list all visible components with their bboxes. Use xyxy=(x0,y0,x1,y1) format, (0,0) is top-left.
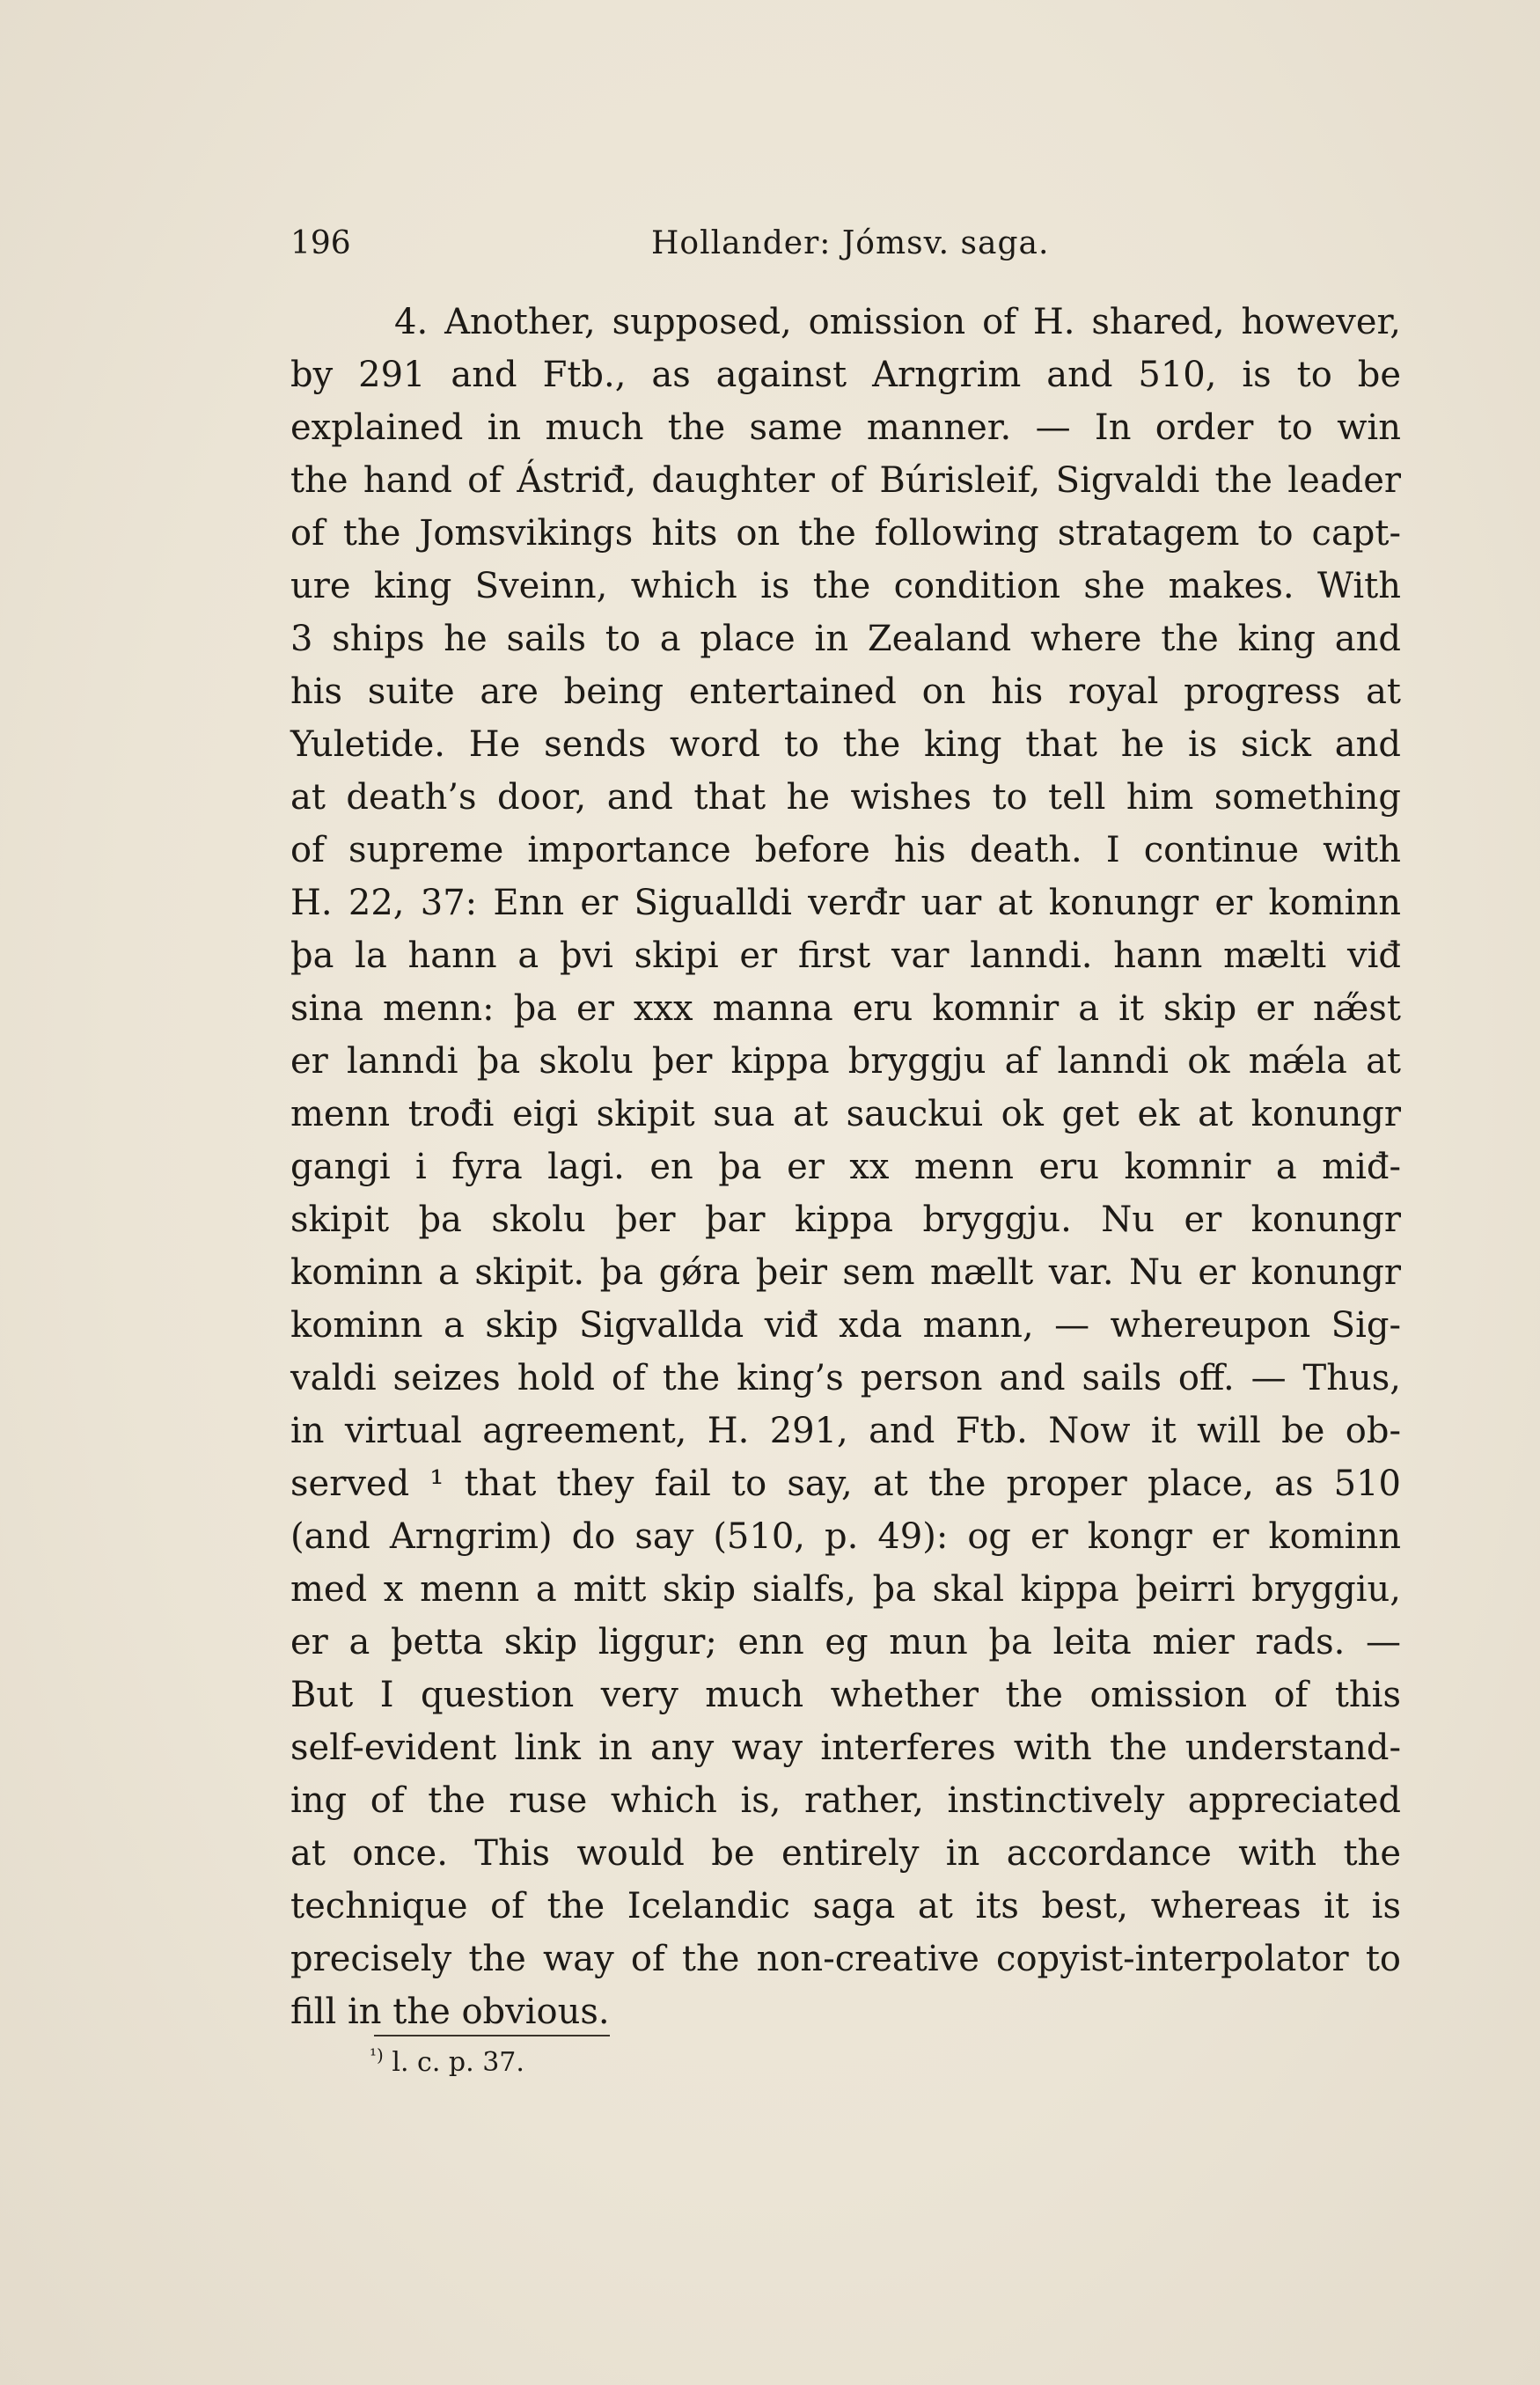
text-line: served ¹ that they fail to say, at the proper place, as 510 xyxy=(290,1464,1401,1504)
text-line: skipit þa skolu þer þar kippa bryggju. Nu er konungr xyxy=(290,1200,1401,1240)
text-line: kominn a skipit. þa gǿra þeir sem mællt var. Nu er konungr xyxy=(290,1252,1401,1293)
text-line: kominn a skip Sigvallda viđ xda mann, — whereupon Sig- xyxy=(290,1305,1401,1346)
text-line: in virtual agreement, H. 291, and Ftb. Now it will be ob- xyxy=(290,1411,1401,1451)
text-line: explained in much the same manner. — In order to win xyxy=(290,407,1401,448)
footnote-marker: ¹) xyxy=(370,2044,384,2066)
footnote-rule xyxy=(374,2035,610,2036)
text-line: by 291 and Ftb., as against Arngrim and 510, is to be xyxy=(290,355,1401,395)
page-number: 196 xyxy=(290,225,351,261)
text-line: his suite are being entertained on his royal progress at xyxy=(290,671,1401,712)
text-line: at once. This would be entirely in accordance with the xyxy=(290,1833,1401,1874)
text-line: precisely the way of the non-creative copyist-interpolator to xyxy=(290,1939,1401,1979)
text-line: er lanndi þa skolu þer kippa bryggju af lanndi ok mǽla at xyxy=(290,1041,1401,1082)
text-line: þa la hann a þvi skipi er first var lanndi. hann mælti viđ xyxy=(290,936,1401,976)
text-line: (and Arngrim) do say (510, p. 49): og er kongr er kominn xyxy=(290,1516,1401,1557)
text-line: ure king Sveinn, which is the condition she makes. With xyxy=(290,566,1401,606)
text-line: the hand of Ástriđ, daughter of Búrisleif, Sigvaldi the leader xyxy=(290,460,1401,501)
text-line: er a þetta skip liggur; enn eg mun þa leita mier rads. — xyxy=(290,1622,1401,1662)
text-line: technique of the Icelandic saga at its best, whereas it is xyxy=(290,1886,1401,1926)
text-line: But I question very much whether the omission of this xyxy=(290,1675,1401,1715)
text-line: fill in the obvious. xyxy=(290,1992,610,2032)
text-line: gangi i fyra lagi. en þa er xx menn eru komnir a miđ- xyxy=(290,1147,1401,1187)
body-text xyxy=(290,296,1401,2038)
text-line: valdi seizes hold of the king’s person and sails off. — Thus, xyxy=(290,1358,1401,1398)
page-header xyxy=(290,222,1399,266)
running-title: Hollander: Jómsv. saga. xyxy=(651,225,1050,261)
text-line: of supreme importance before his death. I continue with xyxy=(290,830,1401,870)
text-line: 3 ships he sails to a place in Zealand where the king and xyxy=(290,619,1401,659)
text-line: Yuletide. He sends word to the king that he is sick and xyxy=(290,724,1401,765)
footnote-text: l. c. p. 37. xyxy=(392,2047,524,2078)
text-line: H. 22, 37: Enn er Sigualldi verđr uar at konungr er kominn xyxy=(290,883,1401,923)
footnote xyxy=(370,2044,524,2082)
text-line: 4. Another, supposed, omission of H. shared, however, xyxy=(394,302,1401,342)
text-line: self-evident link in any way interferes with the understand- xyxy=(290,1728,1401,1768)
text-line: med x menn a mitt skip sialfs, þa skal kippa þeirri bryggiu, xyxy=(290,1569,1401,1610)
text-line: menn trođi eigi skipit sua at sauckui ok get ek at konungr xyxy=(290,1094,1401,1134)
text-line: sina menn: þa er xxx manna eru komnir a it skip er næ̋st xyxy=(290,988,1401,1029)
text-line: ing of the ruse which is, rather, instinctively appreciated xyxy=(290,1780,1401,1821)
text-line: at death’s door, and that he wishes to tell him something xyxy=(290,777,1401,818)
text-line: of the Jomsvikings hits on the following stratagem to capt- xyxy=(290,513,1401,554)
